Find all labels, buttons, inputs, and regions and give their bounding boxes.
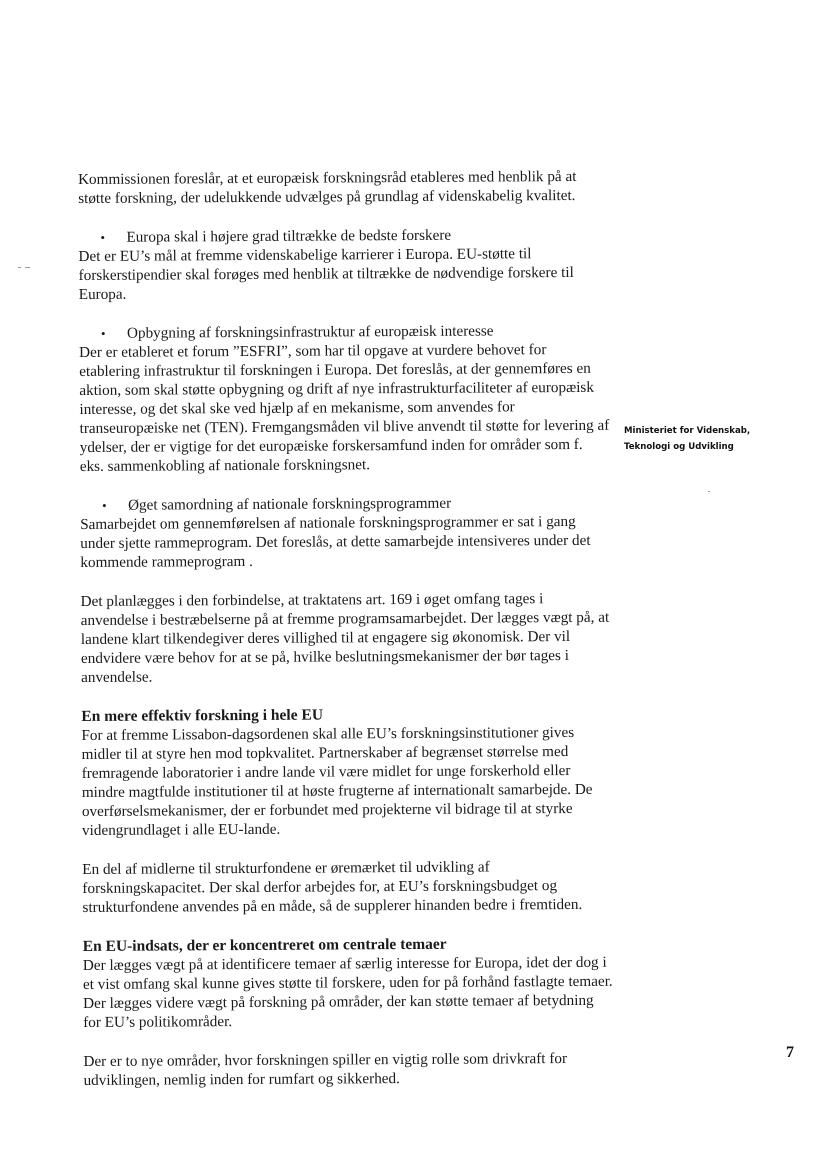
structural-funds-paragraph: En del af midlerne til strukturfondene er øremærket til udvikling af forskningskapacitet. Der skal derfor arbejdes for, at EU’s forskningsbudget og strukturfondene anvendes på en måde, så de supplerer hinanden bedre i fremtiden. <box>82 858 583 916</box>
heading-effective-research: En mere effektiv forskning i hele EU <box>81 706 324 725</box>
ministry-name-line1: Ministeriet for Videnskab, <box>624 426 751 436</box>
central-themes-paragraph: Der lægges vægt på at identificere temaer af særlig interesse for Europa, idet der dog i et vist omfang skal kunne gives støtte til forskere, uden for på forhånd fastlagte temaer. Der lægges videre vægt på forskning på områder, der kan støtte temaer af betydning for EU’s politikområder. <box>82 953 613 1031</box>
ministry-sidebar <box>624 423 784 455</box>
scan-speck <box>708 491 710 492</box>
final-paragraph: Der er to nye områder, hvor forskningen spiller en vigtig rolle som drivkraft for udviklingen, nemlig inden for rumfart og sikkerhed. <box>83 1050 568 1089</box>
effective-research-paragraph: For at fremme Lissabon-dagsordenen skal alle EU’s forskningsinstitutioner gives midler til at styre hen mod topkvalitet. Partnerskaber af begrænset størrelse med fremragende laboratorier i andre lande vil være midlet for unge forskerhold eller mindre magtfulde institutioner til at høste frugterne af internationalt samarbejde. De overførselsmekanismer, der er forbundet med projekterne vil bidrage til at styrke videngrundlaget i alle EU-lande. <box>81 723 593 839</box>
scan-speck <box>25 267 30 268</box>
heading-central-themes: En EU-indsats, der er koncentreret om centrale temaer <box>82 935 447 955</box>
bullet-label: Europa skal i højere grad tiltrække de bedste forskere <box>126 226 452 246</box>
section-paragraph: Det er EU’s mål at fremme videnskabelige karrierer i Europa. EU-støtte til forskerstipendier skal forøges med henblik at tiltrække de nødvendige forskere til Europa. <box>78 245 574 303</box>
bullet-icon: • <box>102 497 107 513</box>
bullet-icon: • <box>100 229 106 245</box>
intro-paragraph: Kommissionen foreslår, at et europæisk forskningsråd etableres med henblik på at støtte forskning, der udelukkende udvælges på grundlag af videnskabelig kvalitet. <box>78 167 577 207</box>
section-paragraph: Samarbejdet om gennemførelsen af nationale forskningsprogrammer er sat i gang under sjette rammeprogram. Det foreslås, at dette samarbejde intensiveres under det kommende rammeprogram . <box>80 512 591 571</box>
scan-speck <box>18 267 21 268</box>
page-number: 7 <box>786 1044 794 1061</box>
main-text-column <box>78 167 614 1090</box>
bullet-label: Øget samordning af nationale forskningsprogrammer <box>127 494 452 514</box>
ministry-name-line2: Teknologi og Udvikling <box>624 442 734 452</box>
section-paragraph: Der er etableret et forum ”ESFRI”, som har til opgave at vurdere behovet for etablering infrastruktur til forskningen i Europa. Det foreslås, at der gennemføres en aktion, som skal støtte opbygning og drift af nye infrastrukturfaciliteter af europæisk interesse, og det skal ske ved hjælp af en mekanisme, som anvendes for transeuropæiske net (TEN). Fremgangsmåden vil blive anvendt til støtte for levering af ydelser, der er vigtige for det europæiske forskersamfund inden for områder som f. eks. sammenkobling af nationale forskningsnet. <box>79 341 610 475</box>
article-169-paragraph: Det planlægges i den forbindelse, at traktatens art. 169 i øget omfang tages i anvendelse i bestræbelserne på at fremme programsamarbejdet. Der lægges vægt på, at landene klart tilkendegiver deres villighed til at engagere sig økonomisk. Der vil endvidere være behov for at se på, hvilke beslutningsmekanismer der bør tages i anvendelse. <box>80 590 610 686</box>
bullet-label: Opbygning af forskningsinfrastruktur af europæisk interesse <box>126 322 494 342</box>
bullet-icon: • <box>100 325 106 341</box>
